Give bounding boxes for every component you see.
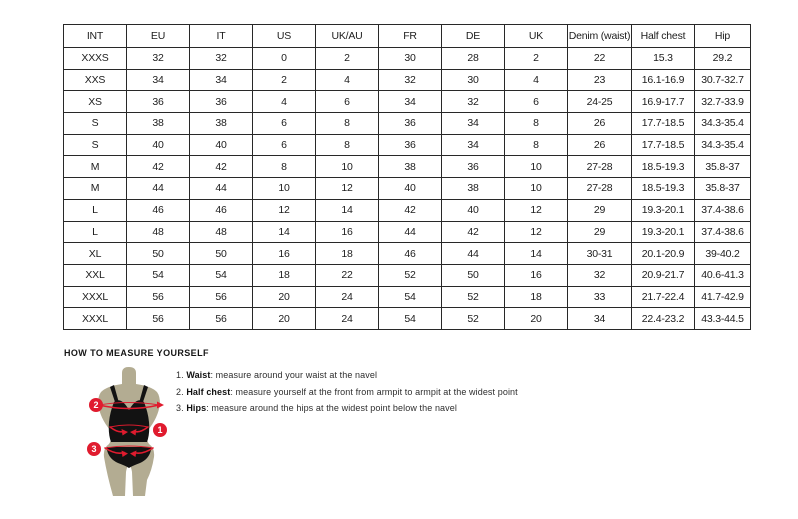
size-cell: 50 [442, 264, 505, 286]
column-header: EU [127, 25, 190, 48]
column-header: UK/AU [316, 25, 379, 48]
size-cell: 26 [568, 113, 632, 135]
size-cell: 29 [568, 221, 632, 243]
table-row [64, 308, 751, 330]
size-cell: M [64, 156, 127, 178]
size-cell: 38 [379, 156, 442, 178]
size-cell: 12 [505, 199, 568, 221]
size-cell: 34.3-35.4 [695, 113, 751, 135]
column-header: Hip [695, 25, 751, 48]
size-cell: 28 [442, 48, 505, 70]
size-cell: 17.7-18.5 [632, 134, 695, 156]
size-cell: 41.7-42.9 [695, 286, 751, 308]
size-cell: 39-40.2 [695, 243, 751, 265]
size-cell: S [64, 134, 127, 156]
size-cell: 16 [505, 264, 568, 286]
column-header: Denim (waist) [568, 25, 632, 48]
size-cell: 56 [190, 308, 253, 330]
size-cell: 4 [253, 91, 316, 113]
column-header: INT [64, 25, 127, 48]
measure-instruction [176, 367, 596, 384]
size-cell: 42 [379, 199, 442, 221]
size-cell: 52 [442, 308, 505, 330]
size-cell: 20 [505, 308, 568, 330]
size-cell: 23 [568, 69, 632, 91]
size-cell: 44 [190, 178, 253, 200]
size-cell: 0 [253, 48, 316, 70]
size-table-header-row [64, 25, 751, 48]
measure-instruction [176, 384, 596, 401]
instruction-number: 2. [176, 386, 187, 397]
size-cell: 36 [127, 91, 190, 113]
size-cell: 12 [253, 199, 316, 221]
size-cell: 6 [253, 113, 316, 135]
size-cell: 16 [253, 243, 316, 265]
size-cell: 10 [253, 178, 316, 200]
size-cell: 40 [127, 134, 190, 156]
size-cell: 48 [127, 221, 190, 243]
size-cell: XS [64, 91, 127, 113]
size-cell: 30 [442, 69, 505, 91]
size-cell: 10 [316, 156, 379, 178]
size-cell: 27-28 [568, 178, 632, 200]
size-cell: 54 [379, 286, 442, 308]
size-cell: 34 [442, 113, 505, 135]
size-cell: 56 [190, 286, 253, 308]
table-row [64, 134, 751, 156]
size-cell: 33 [568, 286, 632, 308]
size-cell: 24 [316, 286, 379, 308]
size-cell: 40.6-41.3 [695, 264, 751, 286]
size-cell: 42 [190, 156, 253, 178]
size-cell: 8 [505, 113, 568, 135]
marker-2-number: 2 [93, 400, 99, 411]
size-cell: 20 [253, 308, 316, 330]
size-cell: 2 [316, 48, 379, 70]
size-cell: 8 [253, 156, 316, 178]
table-row [64, 264, 751, 286]
size-cell: 16.9-17.7 [632, 91, 695, 113]
size-cell: 10 [505, 178, 568, 200]
size-cell: 18 [253, 264, 316, 286]
marker-1-number: 1 [157, 425, 163, 436]
size-cell: 30.7-32.7 [695, 69, 751, 91]
size-cell: 20.1-20.9 [632, 243, 695, 265]
size-cell: 12 [505, 221, 568, 243]
size-cell: 46 [190, 199, 253, 221]
size-cell: 44 [379, 221, 442, 243]
instruction-label: Waist [186, 370, 211, 380]
size-cell: 15.3 [632, 48, 695, 70]
table-row [64, 178, 751, 200]
size-conversion-table [63, 24, 751, 330]
size-cell: 20.9-21.7 [632, 264, 695, 286]
size-cell: 34 [568, 308, 632, 330]
column-header: FR [379, 25, 442, 48]
size-cell: 35.8-37 [695, 178, 751, 200]
size-cell: 54 [379, 308, 442, 330]
size-cell: 17.7-18.5 [632, 113, 695, 135]
size-cell: 18.5-19.3 [632, 178, 695, 200]
size-cell: 16 [316, 221, 379, 243]
size-cell: 32.7-33.9 [695, 91, 751, 113]
instruction-number: 1. [176, 370, 187, 380]
size-cell: XXXL [64, 308, 127, 330]
measure-instructions [176, 367, 596, 417]
size-cell: 26 [568, 134, 632, 156]
size-cell: 4 [316, 69, 379, 91]
size-cell: 46 [379, 243, 442, 265]
size-cell: 18 [505, 286, 568, 308]
size-cell: 37.4-38.6 [695, 199, 751, 221]
size-cell: 56 [127, 286, 190, 308]
size-cell: 50 [190, 243, 253, 265]
instruction-label: Hips [186, 403, 207, 413]
column-header: Half chest [632, 25, 695, 48]
size-cell: 36 [190, 91, 253, 113]
size-cell: 34 [190, 69, 253, 91]
size-cell: 14 [253, 221, 316, 243]
measure-figure [85, 360, 185, 502]
size-cell: 22 [568, 48, 632, 70]
size-cell: 44 [127, 178, 190, 200]
size-cell: 22 [316, 264, 379, 286]
size-cell: 30-31 [568, 243, 632, 265]
size-cell: 52 [442, 286, 505, 308]
size-cell: XXXL [64, 286, 127, 308]
size-cell: XXS [64, 69, 127, 91]
size-cell: 50 [127, 243, 190, 265]
size-cell: 14 [316, 199, 379, 221]
table-row [64, 286, 751, 308]
size-cell: 8 [505, 134, 568, 156]
instruction-label: Half chest [186, 386, 231, 397]
size-cell: 34 [379, 91, 442, 113]
size-cell: 18 [316, 243, 379, 265]
size-cell: 43.3-44.5 [695, 308, 751, 330]
table-row [64, 221, 751, 243]
size-cell: XL [64, 243, 127, 265]
size-cell: 19.3-20.1 [632, 199, 695, 221]
size-cell: 12 [316, 178, 379, 200]
size-cell: XXXS [64, 48, 127, 70]
column-header: IT [190, 25, 253, 48]
size-cell: 29.2 [695, 48, 751, 70]
size-cell: 32 [190, 48, 253, 70]
size-cell: 56 [127, 308, 190, 330]
size-cell: 2 [253, 69, 316, 91]
size-cell: 42 [442, 221, 505, 243]
size-cell: 8 [316, 113, 379, 135]
size-cell: 34.3-35.4 [695, 134, 751, 156]
size-cell: 6 [253, 134, 316, 156]
size-cell: M [64, 178, 127, 200]
size-cell: 22.4-23.2 [632, 308, 695, 330]
size-cell: 42 [127, 156, 190, 178]
column-header: UK [505, 25, 568, 48]
measure-section-title: HOW TO MEASURE YOURSELF [64, 348, 209, 358]
size-cell: 16.1-16.9 [632, 69, 695, 91]
marker-half-chest [89, 398, 103, 412]
size-cell: 14 [505, 243, 568, 265]
marker-waist [153, 423, 167, 437]
size-cell: XXL [64, 264, 127, 286]
size-table-body [64, 48, 751, 330]
size-cell: 8 [316, 134, 379, 156]
size-cell: L [64, 199, 127, 221]
size-cell: 34 [127, 69, 190, 91]
size-cell: 54 [190, 264, 253, 286]
size-cell: 36 [379, 113, 442, 135]
size-cell: 48 [190, 221, 253, 243]
size-cell: 44 [442, 243, 505, 265]
size-cell: 6 [316, 91, 379, 113]
size-cell: S [64, 113, 127, 135]
size-cell: 24-25 [568, 91, 632, 113]
size-cell: 32 [442, 91, 505, 113]
size-cell: 40 [442, 199, 505, 221]
size-cell: 29 [568, 199, 632, 221]
size-cell: 27-28 [568, 156, 632, 178]
size-cell: 40 [190, 134, 253, 156]
size-cell: 19.3-20.1 [632, 221, 695, 243]
size-cell: 40 [379, 178, 442, 200]
size-cell: 32 [568, 264, 632, 286]
table-row [64, 48, 751, 70]
size-cell: 38 [190, 113, 253, 135]
measure-instruction [176, 400, 596, 417]
table-row [64, 199, 751, 221]
table-row [64, 156, 751, 178]
size-cell: 21.7-22.4 [632, 286, 695, 308]
size-cell: L [64, 221, 127, 243]
size-cell: 18.5-19.3 [632, 156, 695, 178]
size-cell: 4 [505, 69, 568, 91]
size-cell: 2 [505, 48, 568, 70]
size-cell: 32 [379, 69, 442, 91]
size-cell: 34 [442, 134, 505, 156]
size-cell: 38 [442, 178, 505, 200]
instruction-text: : measure yourself at the front from armpit to armpit at the widest point [230, 386, 518, 397]
instruction-number: 3. [176, 403, 187, 413]
table-row [64, 243, 751, 265]
table-row [64, 69, 751, 91]
size-cell: 35.8-37 [695, 156, 751, 178]
column-header: DE [442, 25, 505, 48]
size-cell: 38 [127, 113, 190, 135]
size-cell: 36 [379, 134, 442, 156]
table-row [64, 91, 751, 113]
size-cell: 52 [379, 264, 442, 286]
marker-hips [87, 442, 101, 456]
size-cell: 54 [127, 264, 190, 286]
size-cell: 46 [127, 199, 190, 221]
marker-3-number: 3 [91, 444, 97, 455]
size-cell: 36 [442, 156, 505, 178]
table-row [64, 113, 751, 135]
size-cell: 20 [253, 286, 316, 308]
size-cell: 10 [505, 156, 568, 178]
size-cell: 32 [127, 48, 190, 70]
column-header: US [253, 25, 316, 48]
size-cell: 37.4-38.6 [695, 221, 751, 243]
size-cell: 6 [505, 91, 568, 113]
size-cell: 30 [379, 48, 442, 70]
size-cell: 24 [316, 308, 379, 330]
instruction-text: : measure around your waist at the navel [210, 370, 378, 380]
instruction-text: : measure around the hips at the widest point below the navel [206, 403, 457, 413]
